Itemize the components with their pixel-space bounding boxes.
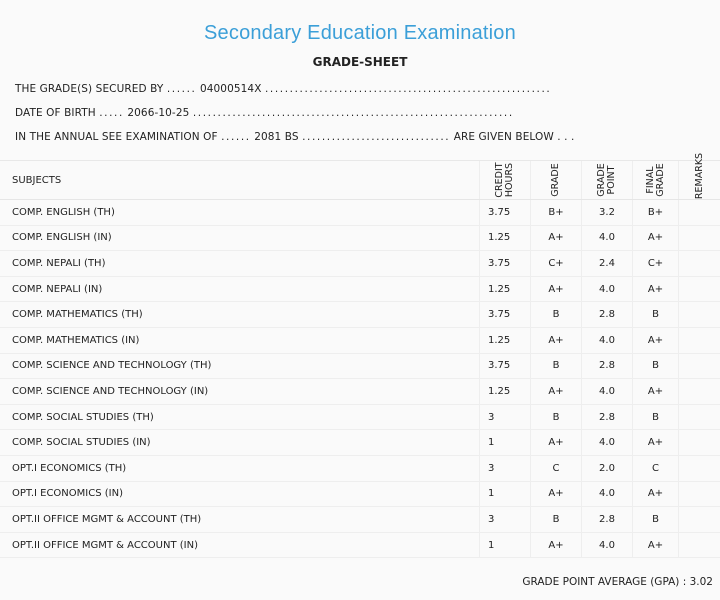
dob-label: DATE OF BIRTH <box>15 107 96 119</box>
grade-cell: A+ <box>531 430 582 456</box>
grade-cell: A+ <box>531 276 582 302</box>
remarks-cell <box>679 455 720 481</box>
credit-hours-cell: 3.75 <box>480 251 531 277</box>
remarks-header-label: REMARKS <box>693 153 705 200</box>
grade-table <box>0 153 720 558</box>
table-row <box>0 302 720 328</box>
credit-hours-cell: 1 <box>480 430 531 456</box>
final-grade-header <box>633 161 679 200</box>
grade-sheet-heading: GRADE-SHEET <box>312 55 408 69</box>
table-row <box>0 276 720 302</box>
exam-label: IN THE ANNUAL SEE EXAMINATION OF <box>15 131 218 143</box>
grade-cell: A+ <box>531 481 582 507</box>
subject-cell: COMP. NEPALI (IN) <box>0 276 480 302</box>
final-grade-cell: A+ <box>633 532 679 558</box>
table-row <box>0 455 720 481</box>
leader-dots: ..... <box>99 107 124 119</box>
final-grade-cell: A+ <box>633 276 679 302</box>
remarks-cell <box>679 353 720 379</box>
table-row <box>0 532 720 558</box>
credit-hours-cell: 1 <box>480 532 531 558</box>
grade-point-cell: 2.8 <box>582 353 633 379</box>
grade-point-header <box>582 161 633 200</box>
credit-hours-cell: 3.75 <box>480 353 531 379</box>
table-row <box>0 430 720 456</box>
final-grade-cell: A+ <box>633 430 679 456</box>
table-row <box>0 379 720 405</box>
subject-cell: OPT.II OFFICE MGMT & ACCOUNT (IN) <box>0 532 480 558</box>
grade-cell: B+ <box>531 200 582 226</box>
dob-value: 2066-10-25 <box>127 107 190 119</box>
table-row <box>0 507 720 533</box>
grade-point-cell: 4.0 <box>582 532 633 558</box>
subject-cell: COMP. SCIENCE AND TECHNOLOGY (TH) <box>0 353 480 379</box>
remarks-cell <box>679 379 720 405</box>
grade-cell: C+ <box>531 251 582 277</box>
gpa-line <box>522 576 713 588</box>
final-grade-cell: A+ <box>633 327 679 353</box>
leader-dots: ...... <box>166 83 197 95</box>
remarks-cell <box>679 507 720 533</box>
credit-hours-cell: 3 <box>480 455 531 481</box>
remarks-cell <box>679 302 720 328</box>
table-row <box>0 200 720 226</box>
grade-secured-by-line <box>15 83 551 95</box>
leader-dots: ...... <box>221 131 251 143</box>
grade-point-cell: 2.8 <box>582 404 633 430</box>
remarks-header <box>679 153 720 200</box>
grade-cell: A+ <box>531 225 582 251</box>
remarks-cell <box>679 200 720 226</box>
final-grade-cell: C+ <box>633 251 679 277</box>
subject-cell: COMP. MATHEMATICS (TH) <box>0 302 480 328</box>
credit-hours-cell: 3 <box>480 404 531 430</box>
leader-dots: .............................. <box>302 131 451 143</box>
credit-hours-cell: 1.25 <box>480 225 531 251</box>
remarks-cell <box>679 481 720 507</box>
remarks-cell <box>679 225 720 251</box>
final-grade-cell: A+ <box>633 481 679 507</box>
grade-point-cell: 2.8 <box>582 507 633 533</box>
exam-line <box>15 131 574 143</box>
subject-cell: OPT.II OFFICE MGMT & ACCOUNT (TH) <box>0 507 480 533</box>
leader-dots: ................................................................. <box>192 107 514 119</box>
final-grade-header-line2: GRADE <box>654 163 666 197</box>
subject-cell: COMP. ENGLISH (IN) <box>0 225 480 251</box>
grade-secured-by-label: THE GRADE(S) SECURED BY <box>15 83 164 95</box>
date-of-birth-line <box>15 107 514 119</box>
exam-year: 2081 BS <box>254 131 299 143</box>
grade-point-cell: 3.2 <box>582 200 633 226</box>
credit-hours-header <box>480 161 531 200</box>
grade-cell: B <box>531 302 582 328</box>
final-grade-cell: B <box>633 404 679 430</box>
subject-cell: COMP. SCIENCE AND TECHNOLOGY (IN) <box>0 379 480 405</box>
credit-hours-header-line1: CREDIT <box>494 162 505 198</box>
final-grade-cell: A+ <box>633 225 679 251</box>
remarks-cell <box>679 532 720 558</box>
gpa-label: GRADE POINT AVERAGE (GPA) : <box>522 576 687 588</box>
credit-hours-cell: 1.25 <box>480 276 531 302</box>
subject-cell: COMP. ENGLISH (TH) <box>0 200 480 226</box>
table-row <box>0 251 720 277</box>
credit-hours-header-line2: HOURS <box>504 162 515 198</box>
gpa-value: 3.02 <box>689 576 713 588</box>
subject-cell: COMP. NEPALI (TH) <box>0 251 480 277</box>
grade-point-cell: 4.0 <box>582 327 633 353</box>
table-row <box>0 327 720 353</box>
remarks-cell <box>679 276 720 302</box>
table-row <box>0 353 720 379</box>
grade-point-cell: 4.0 <box>582 276 633 302</box>
grade-cell: C <box>531 455 582 481</box>
credit-hours-cell: 3.75 <box>480 200 531 226</box>
grade-cell: A+ <box>531 379 582 405</box>
table-header-row <box>0 161 720 200</box>
grade-cell: A+ <box>531 327 582 353</box>
credit-hours-cell: 3.75 <box>480 302 531 328</box>
subject-cell: OPT.I ECONOMICS (TH) <box>0 455 480 481</box>
final-grade-cell: B <box>633 507 679 533</box>
exam-title: Secondary Education Examination <box>204 22 516 44</box>
final-grade-cell: B <box>633 353 679 379</box>
credit-hours-cell: 1.25 <box>480 327 531 353</box>
grade-cell: B <box>531 353 582 379</box>
remarks-cell <box>679 327 720 353</box>
subjects-header: SUBJECTS <box>0 161 480 200</box>
table-row <box>0 404 720 430</box>
grade-point-cell: 2.8 <box>582 302 633 328</box>
grade-point-header-line2: POINT <box>606 165 617 195</box>
grade-cell: A+ <box>531 532 582 558</box>
remarks-cell <box>679 251 720 277</box>
subject-cell: OPT.I ECONOMICS (IN) <box>0 481 480 507</box>
grade-point-cell: 2.0 <box>582 455 633 481</box>
credit-hours-cell: 3 <box>480 507 531 533</box>
subject-cell: COMP. SOCIAL STUDIES (IN) <box>0 430 480 456</box>
subject-cell: COMP. MATHEMATICS (IN) <box>0 327 480 353</box>
final-grade-cell: C <box>633 455 679 481</box>
grade-point-cell: 4.0 <box>582 225 633 251</box>
grade-cell: B <box>531 507 582 533</box>
credit-hours-cell: 1 <box>480 481 531 507</box>
grade-point-cell: 4.0 <box>582 379 633 405</box>
remarks-cell <box>679 430 720 456</box>
grade-point-cell: 4.0 <box>582 481 633 507</box>
final-grade-header-line1: FINAL <box>644 166 656 194</box>
grade-header-label: GRADE <box>550 163 561 197</box>
remarks-cell <box>679 404 720 430</box>
final-grade-cell: B <box>633 302 679 328</box>
grade-point-cell: 4.0 <box>582 430 633 456</box>
credit-hours-cell: 1.25 <box>480 379 531 405</box>
symbol-number: 04000514X <box>199 83 262 95</box>
final-grade-cell: A+ <box>633 379 679 405</box>
exam-suffix: ARE GIVEN BELOW . . . <box>453 131 575 143</box>
grade-point-cell: 2.4 <box>582 251 633 277</box>
final-grade-cell: B+ <box>633 200 679 226</box>
table-row <box>0 481 720 507</box>
table-row <box>0 225 720 251</box>
subject-cell: COMP. SOCIAL STUDIES (TH) <box>0 404 480 430</box>
grade-header <box>531 161 582 200</box>
grade-cell: B <box>531 404 582 430</box>
leader-dots: .......................................................... <box>264 83 552 95</box>
grade-point-header-line1: GRADE <box>596 163 607 197</box>
